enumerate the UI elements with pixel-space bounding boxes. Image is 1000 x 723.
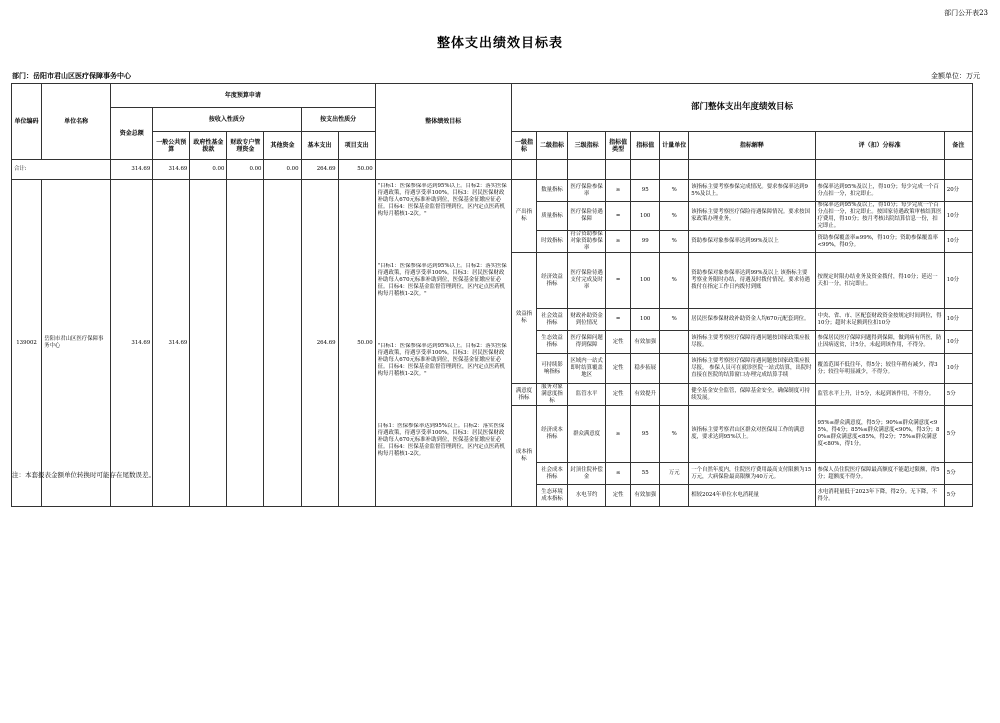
- row-lv3: 财政补助资金到位情况: [568, 309, 606, 331]
- header-basic: 基本支出: [301, 132, 338, 160]
- row-munit: 万元: [660, 463, 689, 485]
- row-explain: 该指标主要考察医疗保险待遇保障情况。要求按国家政策办理业务。: [689, 202, 815, 231]
- unit-total: 314.69: [111, 180, 153, 507]
- header-special: 财政专户管理资金: [227, 132, 264, 160]
- row-criteria: 覆盖范围不低往年，得5分；较往年稍有减少，得3分；较往年明显减少，不得分。: [815, 354, 944, 384]
- row-criteria: 参保人员住院医疗保障最高额度不能超过限额，得5分；超额度不得分。: [815, 463, 944, 485]
- row-munit: %: [660, 180, 689, 202]
- total-row-general: 314.69: [153, 160, 190, 180]
- total-row-other: 0.00: [264, 160, 301, 180]
- header-fund: 政府性基金拨款: [190, 132, 227, 160]
- total-row-fund: 0.00: [190, 160, 227, 180]
- row-value: 100: [631, 253, 660, 309]
- row-value: 95: [631, 406, 660, 463]
- unit-basic: 264.69: [301, 180, 338, 507]
- goal-text-1: "目标1：医保参保率达到95%以上。目标2：落实医保待遇政策，待遇享受率100%。目标3：居民医保财政补助每人670元标准补助到位，医保基金征缴应征必征。目标4：医保基金监督管理到位，区内定点医药机构每月稽核1-2次。": [377, 183, 507, 217]
- header-by-source: 按收入性质分: [153, 108, 301, 132]
- row-criteria: 参保居民医疗保障问题得到保障，做到病有所医，防止因病返贫，计5分，未起到该作用，不得分。: [815, 331, 944, 354]
- header-lv2: 二级指标: [536, 132, 567, 160]
- row-vtype: ≤: [606, 463, 631, 485]
- unit-special: [227, 180, 264, 507]
- unit-project: 50.00: [338, 180, 375, 507]
- row-explain: 资助参保对象参保率达到99%及以上: [689, 231, 815, 253]
- row-explain: 该指标主要考察参保完成情况。要求参保率达到95%及以上。: [689, 180, 815, 202]
- row-lv3: 医疗保险待遇支付完成及时率: [568, 253, 606, 309]
- row-vtype: 定性: [606, 485, 631, 507]
- lv1-benefit: 效益指标: [511, 253, 536, 384]
- total-row-special: 0.00: [227, 160, 264, 180]
- header-goal: 整体绩效目标: [375, 84, 511, 160]
- row-lv3: 区域内一站式即时结算覆盖地区: [568, 354, 606, 384]
- lv2-quantity: 数量指标: [536, 180, 567, 202]
- lv2-economic: 经济效益指标: [536, 253, 567, 309]
- row-lv3: 医疗保险参保率: [568, 180, 606, 202]
- row-remark: 10分: [944, 253, 972, 309]
- header-lv1: 一级指标: [511, 132, 536, 160]
- header-value: 指标值: [631, 132, 660, 160]
- row-lv3: 水电节约: [568, 485, 606, 507]
- row-munit: [660, 331, 689, 354]
- row-criteria: 中央、省、市、区配套财政资金按规定时间到位，得10分；超时未足额到位扣10分: [815, 309, 944, 331]
- amount-unit: 金额单位：万元: [931, 72, 980, 80]
- header-explain: 指标解释: [689, 132, 815, 160]
- row-criteria: 参保率达到95%及以上，得10分；每少完成一个百分点扣一分，扣完即止。按国家待遇政策审核结算医疗费用，得10分；按月考核出院结算信息一份，扣完即止。: [815, 202, 944, 231]
- lv2-quality: 质量指标: [536, 202, 567, 231]
- row-vtype: 定性: [606, 354, 631, 384]
- row-lv3: 医疗保险待遇保障: [568, 202, 606, 231]
- row-remark: 10分: [944, 354, 972, 384]
- header-vtype: 指标值类型: [606, 132, 631, 160]
- lv1-satisfaction: 满意度指标: [511, 384, 536, 406]
- row-remark: 10分: [944, 202, 972, 231]
- row-lv3: 符合资助参保对象资助参保率: [568, 231, 606, 253]
- unit-fund: [190, 180, 227, 507]
- header-annual-goal: 部门整体支出年度绩效目标: [511, 84, 972, 132]
- row-remark: 20分: [944, 180, 972, 202]
- row-munit: [660, 485, 689, 507]
- lv1-output: 产出指标: [511, 180, 536, 253]
- row-value: 有效提升: [631, 384, 660, 406]
- row-munit: [660, 354, 689, 384]
- row-criteria: 参保率达到95%及以上，得10分；每少完成一个百分点扣一分，扣完即止。: [815, 180, 944, 202]
- row-value: 有效加强: [631, 331, 660, 354]
- row-munit: %: [660, 253, 689, 309]
- lv2-econ-cost: 经济成本指标: [536, 406, 567, 463]
- row-explain: 资助参保对象参保率达到99%及以上 该指标主要考察业务限时办结，待遇及时拨付情况。要求待遇拨付在指定工作日内拨付到账: [689, 253, 815, 309]
- row-explain: 一个自然年度内，住院医疗费用最高支付限额为15万元，大病保险最高限额为40万元。: [689, 463, 815, 485]
- row-lv3: 群众满意度: [568, 406, 606, 463]
- row-value: 100: [631, 309, 660, 331]
- lv2-serve: 服务对象满意度指标: [536, 384, 567, 406]
- row-munit: %: [660, 309, 689, 331]
- header-lv3: 三级指标: [568, 132, 606, 160]
- lv2-social: 社会效益指标: [536, 309, 567, 331]
- footnote: 注：本套报表金额单位转换时可能存在尾数误差。: [12, 471, 155, 479]
- goal-text-3: "目标1：医保参保率达到95%以上。目标2：落实医保待遇政策，待遇享受率100%。目标3：居民医保财政补助每人670元标准补助到位，医保基金征缴应征必征。目标4：医保基金监督管理到位，区内定点医药机构每月稽核1-2次。": [377, 343, 507, 377]
- table-number: 部门公开表23: [944, 9, 988, 17]
- goal-text-2: "目标1：医保参保率达到95%以上。目标2：落实医保待遇政策，待遇享受率100%。目标3：居民医保财政补助每人670元标准补助到位，医保基金征缴应征必征。目标4：医保基金监督管理到位，区内定点医药机构每月稽核1-2次。": [377, 263, 507, 297]
- lv2-timeliness: 时效指标: [536, 231, 567, 253]
- total-row-label: 合计:: [12, 160, 111, 180]
- header-budget-apply: 年度预算申请: [111, 84, 375, 108]
- row-value: 有效加强: [631, 485, 660, 507]
- header-project: 项目支出: [338, 132, 375, 160]
- lv2-eco-cost: 生态环境成本指标: [536, 485, 567, 507]
- header-criteria: 评（扣）分标准: [815, 132, 944, 160]
- header-other: 其他资金: [264, 132, 301, 160]
- row-remark: 10分: [944, 231, 972, 253]
- goal-text-4: 目标1：医保参保率达到95%以上。目标2：落实医保待遇政策，待遇享受率100%。目标3：居民医保财政补助每人670元标准补助到位，医保基金征缴应征必征。目标4：医保基金监督管理到位，区内定点医药机构每月稽核1-2次。: [377, 423, 506, 457]
- unit-other: [264, 180, 301, 507]
- row-vtype: =: [606, 202, 631, 231]
- row-value: 稳步拓展: [631, 354, 660, 384]
- total-row-project: 50.00: [338, 160, 375, 180]
- row-vtype: =: [606, 309, 631, 331]
- header-total: 资金总额: [111, 108, 153, 160]
- row-munit: [660, 384, 689, 406]
- header-general: 一般公共预算: [153, 132, 190, 160]
- row-criteria: 按规定时限办结业务及资金拨付，得10分；延迟一天扣一分，扣完即止。: [815, 253, 944, 309]
- row-lv3: 封顶住院补偿金: [568, 463, 606, 485]
- row-remark: 5分: [944, 406, 972, 463]
- row-munit: %: [660, 406, 689, 463]
- row-explain: 居民医保参保财政补助资金人均670元配套到位。: [689, 309, 815, 331]
- row-explain: 健全基金安全监管，保障基金安全，确保制度可持续发展。: [689, 384, 815, 406]
- row-remark: 10分: [944, 309, 972, 331]
- overall-goal: [375, 180, 511, 507]
- unit-general: 314.69: [153, 180, 190, 507]
- row-value: 55: [631, 463, 660, 485]
- row-explain: 该指标主要考察君山区群众对医保局工作的满意度，要求达到95%以上。: [689, 406, 815, 463]
- lv1-cost: 成本指标: [511, 406, 536, 507]
- lv2-sustain: 可持续影响指标: [536, 354, 567, 384]
- row-remark: 10分: [944, 331, 972, 354]
- lv2-eco: 生态效益指标: [536, 331, 567, 354]
- row-vtype: 定性: [606, 331, 631, 354]
- row-lv3: 监管水平: [568, 384, 606, 406]
- unit-name: 岳阳市君山区医疗保障事务中心: [42, 180, 111, 507]
- total-row-total: 314.69: [111, 160, 153, 180]
- row-criteria: 监管水平上升，计5分，未起到该作用，不得分。: [815, 384, 944, 406]
- header-code: 单位编码: [12, 84, 42, 160]
- row-explain: 该指标主要考察医疗保障待遇问题按国家政策应报尽报。: [689, 331, 815, 354]
- row-lv3: 医疗保障问题得到保障: [568, 331, 606, 354]
- performance-table: [11, 83, 973, 507]
- row-remark: 5分: [944, 463, 972, 485]
- row-criteria: 资助参保覆盖率≥99%，得10分；资助参保覆盖率<99%，得0分。: [815, 231, 944, 253]
- row-munit: %: [660, 231, 689, 253]
- header-munit: 计量单位: [660, 132, 689, 160]
- total-row-basic: 264.69: [301, 160, 338, 180]
- page-title: 整体支出绩效目标表: [436, 36, 563, 51]
- row-vtype: ≥: [606, 406, 631, 463]
- row-remark: 5分: [944, 384, 972, 406]
- unit-code: 139002: [12, 180, 42, 507]
- row-vtype: ≥: [606, 231, 631, 253]
- header-remark: 备注: [944, 132, 972, 160]
- header-name: 单位名称: [42, 84, 111, 160]
- row-criteria: 95%≤群众满意度，得5分；90%≤群众满意度<95%，得4分；85%≤群众满意度<90%，得3分；80%≤群众满意度<85%，得2分；75%≤群众满意度<80%，得1分。: [815, 406, 944, 463]
- row-criteria: 水电消耗量低于2023年下降，得2分。无下降，不得分。: [815, 485, 944, 507]
- row-explain: 该指标主要考察医疗保障待遇问题按国家政策应报尽报。 参保人员可在就诊医院一站式结算，出院时直接在医院的结算窗口办理完成结算手续: [689, 354, 815, 384]
- row-vtype: 定性: [606, 384, 631, 406]
- row-value: 95: [631, 180, 660, 202]
- header-by-use: 按支出性质分: [301, 108, 375, 132]
- department-label: 部门：岳阳市君山区医疗保障事务中心: [12, 71, 131, 80]
- lv2-social-cost: 社会成本指标: [536, 463, 567, 485]
- row-vtype: ≥: [606, 180, 631, 202]
- row-vtype: =: [606, 253, 631, 309]
- row-munit: %: [660, 202, 689, 231]
- row-remark: 5分: [944, 485, 972, 507]
- row-value: 100: [631, 202, 660, 231]
- row-value: 99: [631, 231, 660, 253]
- row-explain: 相较2024年单位水电消耗量: [689, 485, 815, 507]
